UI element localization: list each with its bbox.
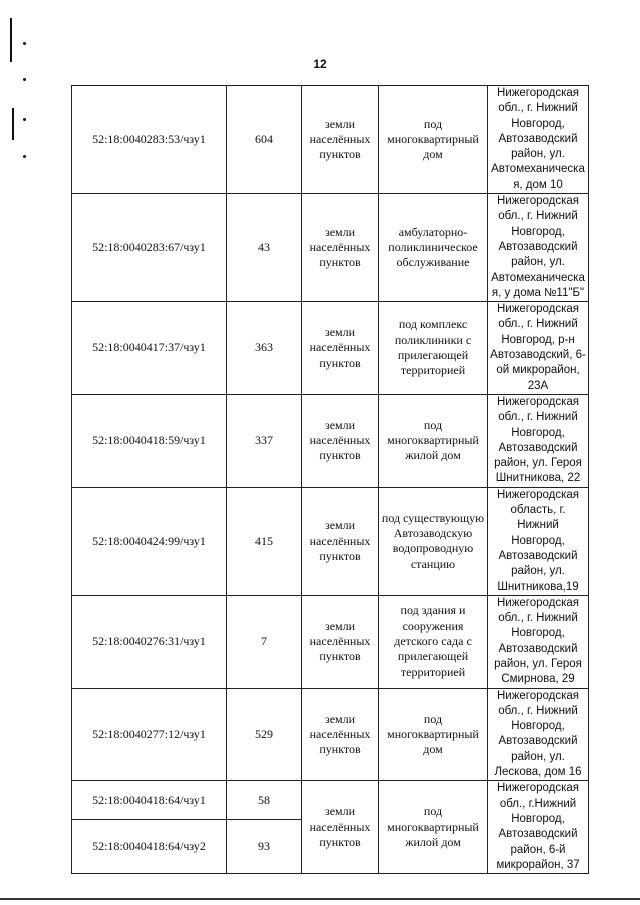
land-category: земли населённых пунктов [302,688,379,781]
cadastral-number: 52:18:0040417:37/чзу1 [72,302,227,395]
cadastral-number: 52:18:0040418:64/чзу2 [72,820,227,874]
table-row [72,394,589,487]
parcel-address: Нижегородская обл., г. Нижний Новгород, Автозаводский район, ул. Лескова, дом 16 [488,688,589,781]
parcel-area: 415 [227,487,302,595]
land-category: земли населённых пунктов [302,86,379,194]
parcel-area: 604 [227,86,302,194]
cadastral-number: 52:18:0040424:99/чзу1 [72,487,227,595]
parcel-address: Нижегородская обл., г. Нижний Новгород, Автозаводский район, ул. Героя Шнитникова, 22 [488,394,589,487]
permitted-use: под здания и сооружения детского сада с прилегающей территорией [379,595,488,688]
permitted-use: под многоквартирный дом [379,688,488,781]
table-row [72,302,589,395]
table-row [72,487,589,595]
permitted-use: под многоквартирный жилой дом [379,394,488,487]
parcel-area: 337 [227,394,302,487]
parcel-address: Нижегородская обл., г. Нижний Новгород, Автозаводский район, ул. Автомеханическа я, дом 10 [488,86,589,194]
scan-mark [23,42,26,45]
scan-mark [23,78,26,81]
land-category: земли населённых пунктов [302,394,379,487]
scan-mark [23,155,26,158]
land-category: земли населённых пунктов [302,595,379,688]
cadastral-number: 52:18:0040283:53/чзу1 [72,86,227,194]
land-category: земли населённых пунктов [302,781,379,874]
land-category: земли населённых пунктов [302,194,379,302]
cadastral-number: 52:18:0040277:12/чзу1 [72,688,227,781]
parcel-area: 43 [227,194,302,302]
cadastral-number: 52:18:0040276:31/чзу1 [72,595,227,688]
parcel-address: Нижегородская обл., г. Нижний Новгород, р-н Автозаводский, 6-ой микрорайон, 23А [488,302,589,395]
permitted-use: под комплекс поликлиники с прилегающей территорией [379,302,488,395]
parcel-address: Нижегородская обл., г.Нижний Новгород, Автозаводский район, 6-й микрорайон, 37 [488,781,589,874]
cadastral-number: 52:18:0040418:64/чзу1 [72,781,227,820]
table-row [72,595,589,688]
table-row [72,86,589,194]
parcel-area: 363 [227,302,302,395]
parcel-area: 93 [227,820,302,874]
table-row [72,781,589,820]
parcel-area: 529 [227,688,302,781]
land-category: земли населённых пунктов [302,487,379,595]
scan-mark [23,118,26,121]
scan-margin-line [10,18,12,62]
land-parcels-table [71,85,589,874]
parcel-area: 58 [227,781,302,820]
table-row [72,688,589,781]
table-row [72,194,589,302]
parcel-address: Нижегородская обл., г. Нижний Новгород, Автозаводский район, ул. Автомеханическа я, у дома №11"Б" [488,194,589,302]
parcel-area: 7 [227,595,302,688]
permitted-use: под многоквартирный дом [379,86,488,194]
permitted-use: под многоквартирный жилой дом [379,781,488,874]
permitted-use: под существующую Автозаводскую водопроводную станцию [379,487,488,595]
page-number: 12 [313,57,327,71]
land-category: земли населённых пунктов [302,302,379,395]
scan-margin-line [12,108,14,140]
cadastral-number: 52:18:0040418:59/чзу1 [72,394,227,487]
parcel-address: Нижегородская область, г. Нижний Новгород, Автозаводский район, ул. Шнитникова,19 [488,487,589,595]
permitted-use: амбулаторно-поликлиническое обслуживание [379,194,488,302]
scan-bottom-line [0,898,640,900]
parcel-address: Нижегородская обл., г. Нижний Новгород, Автозаводский район, ул. Героя Смирнова, 29 [488,595,589,688]
cadastral-number: 52:18:0040283:67/чзу1 [72,194,227,302]
